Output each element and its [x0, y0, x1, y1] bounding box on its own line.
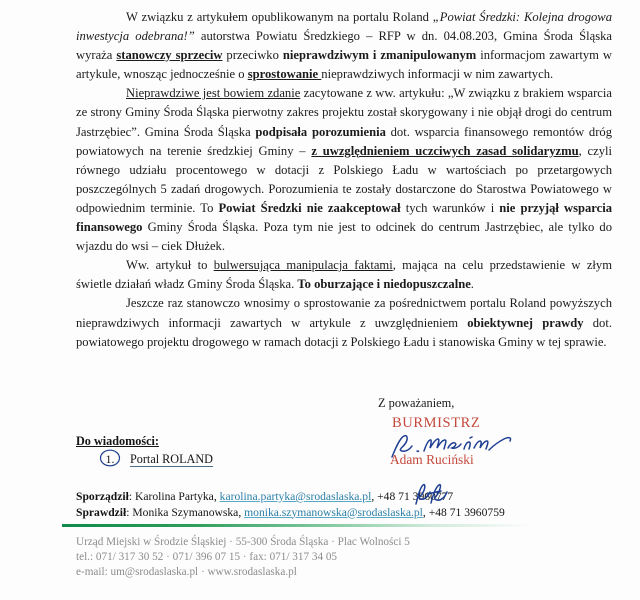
stamp-name: Adam Ruciński: [390, 452, 474, 467]
checked-colon: :: [126, 505, 133, 519]
prepared-by-email[interactable]: karolina.partyka@srodaslaska.pl: [219, 490, 372, 503]
checked-by-row: [76, 505, 505, 521]
text-run: Nieprawdziwe jest bowiem zdanie: [126, 86, 301, 101]
text-run: z uwzględnieniem uczciwych zasad solidaryzmu: [311, 143, 579, 158]
text-run: sprostowanie: [247, 67, 322, 82]
text-run: .: [470, 277, 474, 292]
text-run: , czyli równego udziału procentowego w dotacji z Polskiego Ładu w wartościach po przetargowych poszczególnych 5 zadań drogowych. Porozumienia te zostały dostarczone do Starostwa Powiatowego w odpowiednim terminie. To: [76, 143, 612, 215]
checked-by-phone: , +48 71 3960759: [422, 505, 505, 519]
hand-drawn-circle-icon: [98, 449, 122, 467]
cc-item-label[interactable]: Portal ROLAND: [130, 452, 213, 466]
text-run: zacytowane z ww. artykułu: „W związku z brakiem wsparcia ze strony Gminy Środa Śląska pierwotny zakres projektu został skorygowany i nie objął drogi do centrum Jastrzębiec”. Gmina Środa Śląska: [76, 86, 612, 139]
signature-block: [374, 396, 614, 473]
checked-by-label: Sprawdził: [76, 505, 127, 519]
cc-item-number-text: 1.: [105, 453, 115, 466]
cc-item-1: [100, 452, 227, 467]
text-run: Ww. artykuł to: [126, 258, 214, 273]
text-run: Powiat Średzki nie zaakceptował: [218, 200, 401, 215]
letter-body: [76, 8, 612, 352]
text-run: obiektywnej prawdy: [467, 315, 584, 330]
closing-salutation: Z poważaniem,: [378, 396, 455, 410]
footer-divider: [62, 524, 532, 527]
page-footer: [76, 535, 410, 581]
prepared-by-row: [76, 489, 505, 505]
text-run: stanowczy sprzeciw: [116, 48, 223, 63]
footer-email: e-mail: um@srodaslaska.pl · www.srodaslaska.pl: [76, 566, 297, 579]
cc-item-number: [100, 453, 120, 466]
paragraph-3: [76, 256, 612, 294]
footer-address: Urząd Miejski w Środzie Śląskiej · 55-300 Środa Śląska · Plac Wolności 5: [76, 536, 410, 548]
checked-by-name: Monika Szymanowska,: [132, 505, 242, 519]
text-run: nieprawdziwych informacji w nim zawartych.: [321, 67, 554, 82]
text-run: To oburzające i niedopuszczalne: [297, 277, 471, 292]
text-run: bulwersująca manipulacja faktami: [213, 258, 393, 273]
prepared-colon: :: [128, 490, 135, 503]
paragraph-1: [76, 8, 612, 84]
text-run: W związku z artykułem opublikowanym na portalu Roland: [126, 10, 433, 24]
text-run: Gminy Środa Śląska. Poza tym nie jest to odcinek do centrum Jastrzębiec, ale tylko do wjazdu do wsi – ciek Dłużek.: [76, 220, 612, 254]
checked-by-email[interactable]: monika.szymanowska@srodaslaska.pl: [244, 505, 423, 519]
prepared-checked-block: [76, 489, 505, 520]
text-run: autorstwa Powiatu Średzkiego – RFP w dn. 04.08.203, Gmina Środa Śląska wyraża: [76, 29, 612, 63]
prepared-by-phone: , +48 71 3960777: [371, 490, 454, 503]
handwritten-initials-icon: [411, 482, 451, 506]
cc-list: [76, 434, 227, 467]
text-run: nieprawdziwym i zmanipulowanym: [282, 48, 477, 63]
text-run: przeciwko: [222, 48, 283, 63]
text-run: dot. wsparcia finansowego remontów dróg powiatowych na terenie średzkiej Gminy –: [76, 124, 613, 158]
prepared-by-name: Karolina Partyka,: [134, 490, 217, 503]
prepared-by-label: Sporządził: [76, 490, 129, 503]
text-run: tych warunków i: [400, 200, 500, 215]
text-run: nie przyjął wsparcia finansowego: [76, 200, 613, 235]
mayor-stamp: [392, 415, 614, 473]
paragraph-4: [76, 294, 612, 351]
text-run: „Powiat Średzki: Kolejna drogowa inwestycja odebrana!”: [76, 10, 612, 44]
stamp-title: BURMISTRZ: [392, 415, 481, 431]
paragraph-2: [76, 84, 612, 256]
text-run: podpisała porozumienia: [255, 124, 386, 139]
text-run: dot. powiatowego projektu drogowego w ramach dotacji z Polskiego Ładu i stanowiska Gminy w tej sprawie.: [76, 315, 613, 349]
text-run: informacjom zawartym w artykule, wnosząc jednocześnie o: [76, 48, 612, 82]
text-run: , mająca na celu przedstawienie w złym świetle działań władz Gminy Środa Śląska.: [76, 258, 612, 292]
text-run: Jeszcze raz stanowczo wnosimy o sprostowanie za pośrednictwem portalu Roland powyższych nieprawdziwych informacji zawartych w artykule z uwzględnieniem: [76, 296, 612, 330]
cc-title: Do wiadomości:: [76, 434, 159, 448]
footer-phone: tel.: 071/ 317 30 52 · 071/ 396 07 15 · fax: 071/ 317 34 05: [76, 551, 338, 564]
